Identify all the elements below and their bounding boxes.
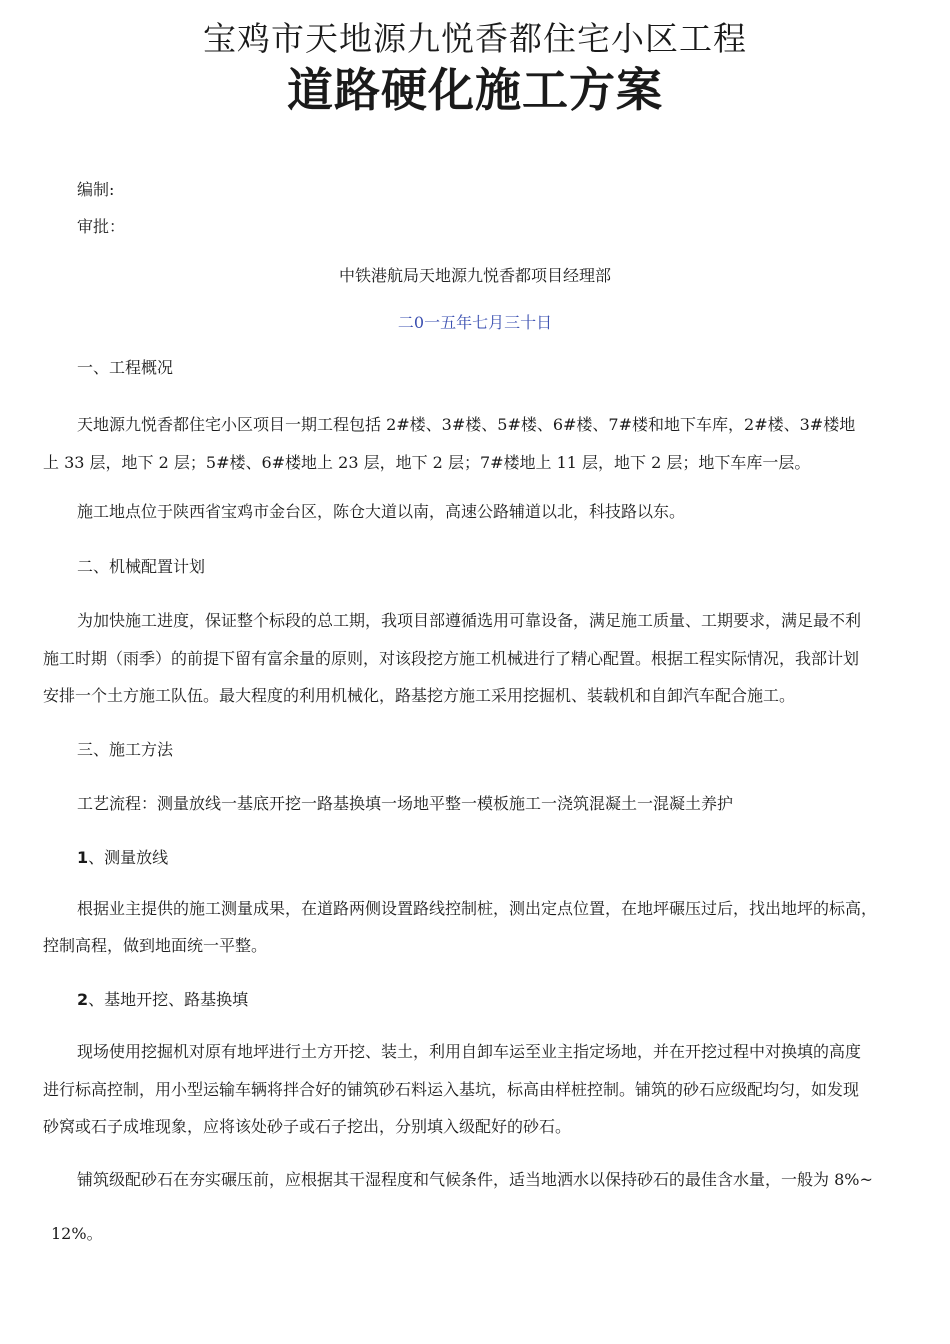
excavation-paragraph-line: 砂窝或石子成堆现象，应将该处砂子或石子挖出，分别填入级配好的砂石。 [43,1117,572,1136]
section-heading-machinery: 二、机械配置计划 [77,557,206,576]
machinery-paragraph-line: 安排一个土方施工队伍。最大程度的利用机械化，路基挖方施工采用挖掘机、装载机和自卸汽车配合施工。 [43,686,796,705]
survey-paragraph-line: 根据业主提供的施工测量成果，在道路两侧设置路线控制桩，测出定点位置，在地坪碾压过后，找出地坪的标高， [77,899,878,918]
subsection-number: 2 [77,990,89,1009]
machinery-paragraph-line: 施工时期（雨季）的前提下留有富余量的原则，对该段挖方施工机械进行了精心配置。根据工程实际情况，我部计划 [43,649,860,668]
moisture-paragraph-line: 12%。 [51,1224,103,1243]
overview-paragraph-line: 天地源九悦香都住宅小区项目一期工程包括 2#楼、3#楼、5#楼、6#楼、7#楼和地下车库，2#楼、3#楼地 [77,415,856,434]
document-date: 二0一五年七月三十日 [397,313,553,332]
section-heading-overview: 一、工程概况 [77,358,174,377]
subsection-title: 、测量放线 [88,848,169,867]
machinery-paragraph-line: 为加快施工进度，保证整个标段的总工期，我项目部遵循选用可靠设备，满足施工质量、工期要求，满足最不利 [77,611,862,630]
subsection-heading-survey [77,846,168,870]
document-title-main: 道路硬化施工方案 [287,63,663,117]
excavation-paragraph-line: 现场使用挖掘机对原有地坪进行土方开挖、装土，利用自卸车运至业主指定场地，并在开挖过程中对换填的高度 [77,1042,862,1061]
process-flow-text: 工艺流程：测量放线一基底开挖一路基换填一场地平整一模板施工一浇筑混凝土一混凝土养护 [77,794,734,813]
approver-label: 审批： [77,217,126,236]
subsection-heading-excavation [77,988,248,1012]
survey-paragraph-line: 控制高程，做到地面统一平整。 [43,936,268,955]
excavation-paragraph-line: 进行标高控制，用小型运输车辆将拌合好的铺筑砂石料运入基坑，标高由样桩控制。铺筑的砂石应级配均匀，如发现 [43,1080,860,1099]
organization-name: 中铁港航局天地源九悦香都项目经理部 [338,266,611,285]
overview-paragraph-line: 上 33 层，地下 2 层；5#楼、6#楼地上 23 层，地下 2 层；7#楼地上 11 层，地下 2 层；地下车库一层。 [43,453,811,472]
section-heading-method: 三、施工方法 [77,740,174,759]
document-title-project: 宝鸡市天地源九悦香都住宅小区工程 [203,19,747,58]
moisture-paragraph-line: 铺筑级配砂石在夯实碾压前，应根据其干湿程度和气候条件，适当地洒水以保持砂石的最佳含水量，一般为 8%~ [77,1170,873,1189]
editor-label: 编制: [77,180,115,199]
overview-location-paragraph: 施工地点位于陕西省宝鸡市金台区，陈仓大道以南，高速公路辅道以北，科技路以东。 [77,502,686,521]
subsection-number: 1 [77,848,89,867]
subsection-title: 、基地开挖、路基换填 [88,990,249,1009]
